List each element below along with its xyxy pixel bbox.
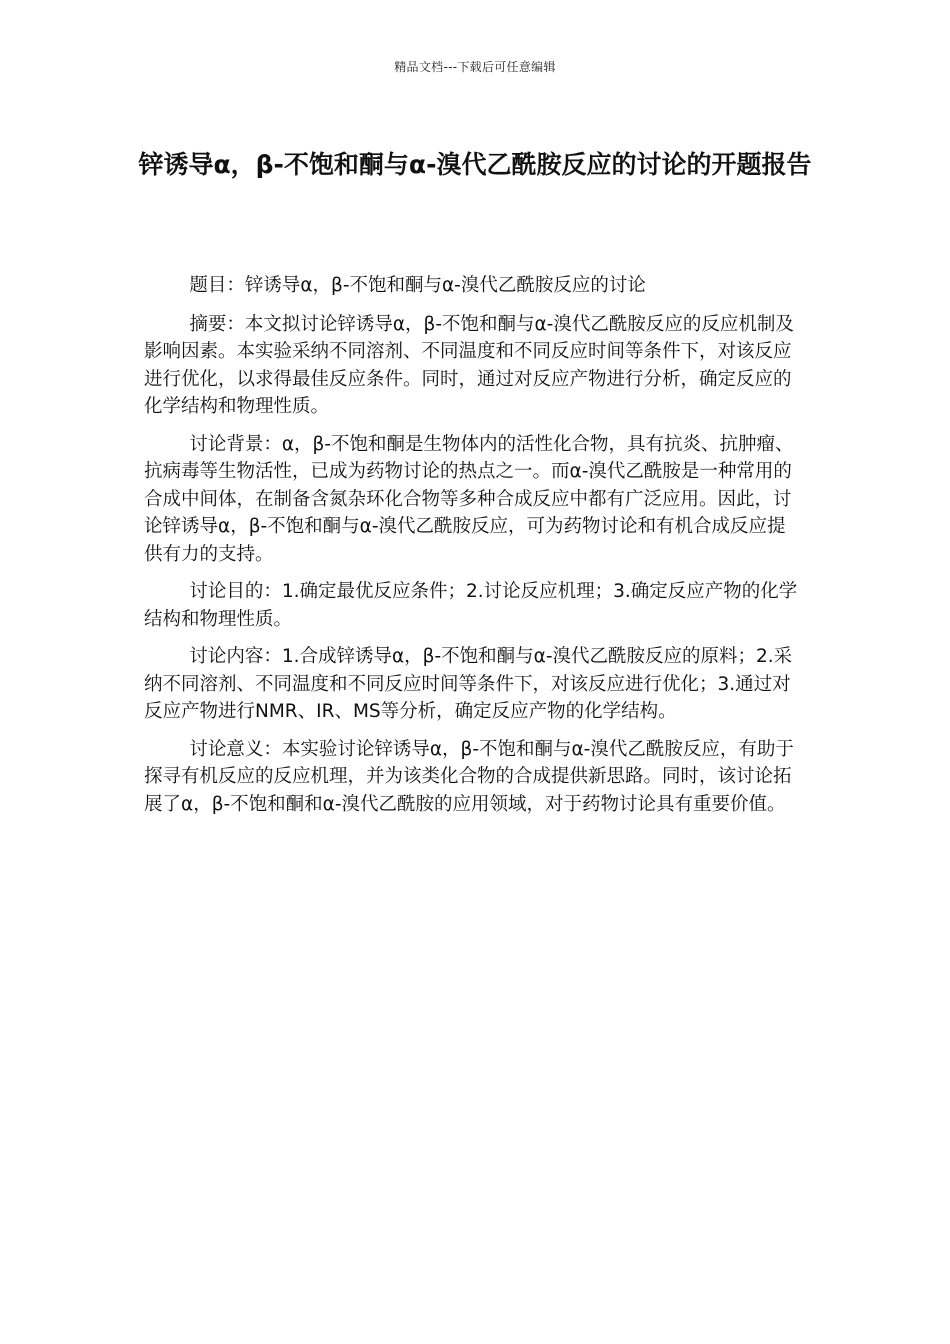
paragraph-abstract: 摘要：本文拟讨论锌诱导α，β-不饱和酮与α-溴代乙酰胺反应的反应机制及影响因素。本实验采纳不同溶剂、不同温度和不同反应时间等条件下，对该反应进行优化，以求得最佳反应条件。同时，通过对反应产物进行分析，确定反应的化学结构和物理性质。 (144, 313, 794, 417)
paragraph-topic: 题目：锌诱导α，β-不饱和酮与α-溴代乙酰胺反应的讨论 (189, 275, 646, 296)
paragraph-objectives: 讨论目的：1.确定最优反应条件；2.讨论反应机理；3.确定反应产物的化学结构和物理性质。 (144, 581, 798, 630)
paragraph-content: 讨论内容：1.合成锌诱导α，β-不饱和酮与α-溴代乙酰胺反应的原料；2.采纳不同溶剂、不同温度和不同反应时间等条件下，对该反应进行优化；3.通过对反应产物进行NMR、IR、MS等分析，确定反应产物的化学结构。 (144, 646, 793, 722)
paragraph-background: 讨论背景：α，β-不饱和酮是生物体内的活性化合物，具有抗炎、抗肿瘤、抗病毒等生物活性，已成为药物讨论的热点之一。而α-溴代乙酰胺是一种常用的合成中间体，在制备含氮杂环化合物等多种合成反应中都有广泛应用。因此，讨论锌诱导α，β-不饱和酮与α-溴代乙酰胺反应，可为药物讨论和有机合成反应提供有力的支持。 (144, 433, 794, 565)
document-title: 锌诱导α，β-不饱和酮与α-溴代乙酰胺反应的讨论的开题报告 (138, 150, 812, 179)
document-body (144, 272, 804, 828)
header-note: 精品文档---下载后可任意编辑 (394, 60, 556, 74)
paragraph-significance: 讨论意义：本实验讨论锌诱导α，β-不饱和酮与α-溴代乙酰胺反应，有助于探寻有机反应的反应机理，并为该类化合物的合成提供新思路。同时，该讨论拓展了α，β-不饱和酮和α-溴代乙酰胺的应用领域，对于药物讨论具有重要价值。 (144, 738, 794, 815)
